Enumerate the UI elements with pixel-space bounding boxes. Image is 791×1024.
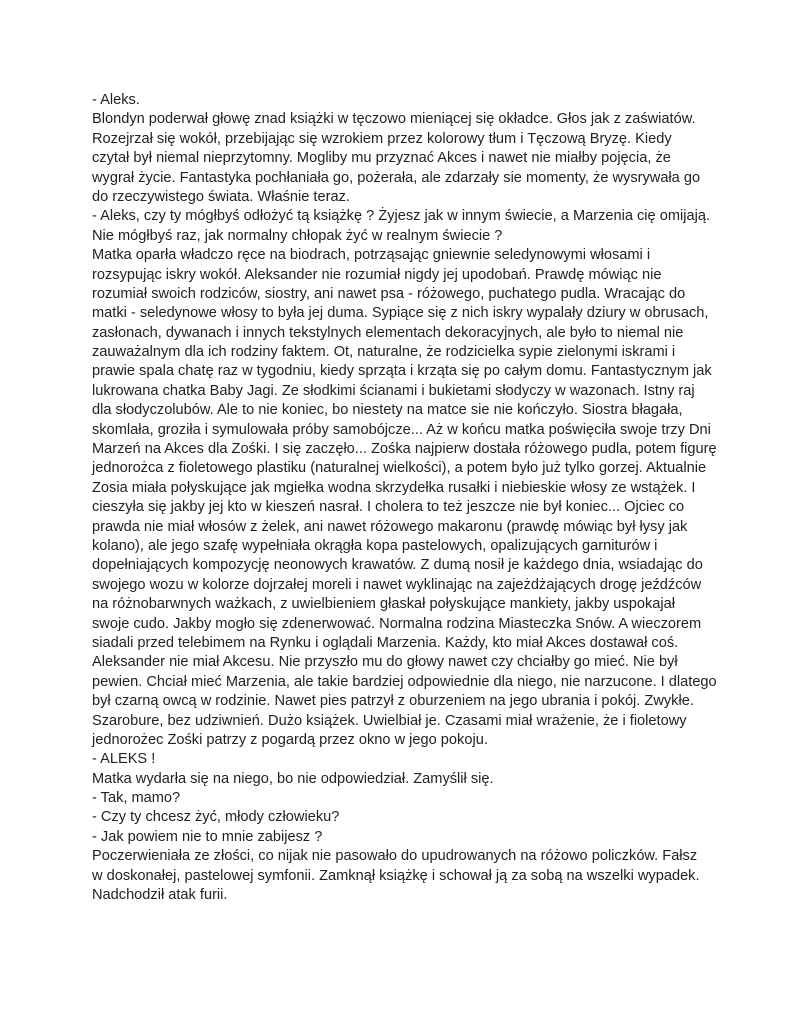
text-line: rozumiał swoich rodziców, siostry, ani nawet psa - różowego, puchatego pudla. Wracając do [92, 285, 686, 302]
text-line: jednorożec Zośki patrzy z pogardą przez okno w jego pokoju. [92, 731, 488, 748]
text-line: był czarną owcą w rodzinie. Nawet pies patrzył z oburzeniem na jego ubrania i pokój. Zwykłe. [92, 693, 694, 710]
text-line: cieszyła się jakby jej kto w kieszeń nasrał. I cholera to też jeszcze nie był koniec... Ojciec co [92, 499, 685, 516]
text-line: Poczerwieniała ze złości, co nijak nie pasowało do upudrowanych na różowo policzków. Fałsz [92, 848, 698, 865]
text-line: na różnobarwnych ważkach, z uwielbieniem głaskał połyskujące mankiety, jakby uspokajał [92, 596, 675, 613]
text-line: Nie mógłbyś raz, jak normalny chłopak żyć w realnym świecie ? [92, 227, 503, 244]
text-line: skomlała, groziła i symulowała próby samobójcze... Aż w końcu matka poświęciła swoje trzy Dni [92, 421, 711, 438]
text-line: wygrał życie. Fantastyka pochłaniała go, pożerała, ale zdarzały sie momenty, że wysrywała go [92, 169, 701, 186]
text-line: swojego wozu w kolorze dojrzałej moreli i nawet wyklinając na zajeżdżających drogę jeźdźców [92, 576, 702, 593]
text-line: Blondyn poderwał głowę znad książki w tęczowo mieniącej się okładce. Głos jak z zaświatów. [92, 111, 696, 128]
text-line: swoje cudo. Jakby mogło się zdenerwować. Normalna rodzina Miasteczka Snów. A wieczorem [92, 615, 702, 632]
text-line: dla słodyczolubów. Ale to nie koniec, bo niestety na matce sie nie kończyło. Siostra błagała, [92, 402, 683, 419]
text-line: prawie spala chatę raz w tygodniu, kiedy sprząta i krząta się po całym domu. Fantastycznym jak [92, 363, 712, 380]
text-line: - ALEKS ! [92, 751, 156, 768]
text-line: Nadchodził atak furii. [92, 887, 228, 904]
text-line: - Aleks. [92, 92, 140, 108]
text-line: czytał był niemal nieprzytomny. Mogliby mu przyznać Akces i nawet nie miałby pojęcia, że [92, 150, 671, 167]
text-line: Marzeń na Akces dla Zośki. I się zaczęło... Zośka najpierw dostała różowego pudla, potem figurę [92, 441, 717, 458]
text-line: lukrowana chatka Baby Jagi. Ze słodkimi ścianami i bukietami słodyczy w wazonach. Istny raj [92, 382, 695, 399]
text-line: dopełniających kompozycję neonowych krawatów. Z dumą nosił je każdego dnia, wsiadając do [92, 557, 703, 574]
text-line: Szarobure, bez udziwnień. Dużo książek. Uwielbiał je. Czasami miał wrażenie, że i fioletowy [92, 712, 687, 729]
text-line: Matka oparła władczo ręce na biodrach, potrząsając gniewnie seledynowymi włosami i [92, 247, 651, 264]
text-line: zasłonach, dywanach i innych tekstylnych elementach dekoracyjnych, ale było to niemal nie [92, 324, 684, 341]
text-line: siadali przed telebimem na Rynku i oglądali Marzenia. Każdy, kto miał Akces dostawał coś. [92, 634, 679, 651]
text-line: rozsypując iskry wokół. Aleksander nie rozumiał nigdy jej upodobań. Prawdę mówiąc nie [92, 266, 662, 283]
text-line: - Czy ty chcesz żyć, młody człowieku? [92, 809, 340, 826]
text-line: Matka wydarła się na niego, bo nie odpowiedział. Zamyślił się. [92, 770, 494, 787]
text-line: Rozejrzał się wokół, przebijając się wzrokiem przez kolorowy tłum i Tęczową Bryzę. Kiedy [92, 130, 672, 147]
text-line: zauważalnym dla ich rodziny faktem. Ot, naturalne, że rodzicielka sypie zielonymi iskrami i [92, 344, 676, 361]
text-line: kolano), ale jego szafę wypełniała okrągła kopa pastelowych, opalizujących garniturów i [92, 537, 658, 554]
text-line: Aleksander nie miał Akcesu. Nie przyszło mu do głowy nawet czy chciałby go mieć. Nie był [92, 654, 678, 671]
text-line: - Tak, mamo? [92, 790, 181, 807]
text-line: matki - seledynowe włosy to była jej duma. Sypiące się z nich iskry wypalały dziury w obrusach, [92, 305, 709, 322]
text-line: w doskonałej, pastelowej symfonii. Zamknął książkę i schował ją za sobą na wszelki wypadek. [92, 867, 700, 884]
text-line: pewien. Chciał mieć Marzenia, ale takie bardziej odpowiednie dla niego, nie narzucone. I dlatego [92, 673, 717, 690]
text-line: jednorożca z fioletowego plastiku (naturalnej wielkości), a potem było już tylko gorzej. Aktualnie [92, 460, 707, 477]
story-text [92, 91, 732, 905]
text-line: - Jak powiem nie to mnie zabijesz ? [92, 828, 323, 845]
text-line: prawda nie miał włosów z żelek, ani nawet różowego makaronu (prawdę mówiąc był łysy jak [92, 518, 688, 535]
text-line: Zosia miała połyskujące jak mgiełka wodna skrzydełka rusałki i niebieskie włosy ze wstążek. I [92, 479, 696, 496]
text-line: - Aleks, czy ty mógłbyś odłożyć tą książkę ? Żyjesz jak w innym świecie, a Marzenia cię omijają. [92, 208, 711, 225]
text-line: do rzeczywistego świata. Właśnie teraz. [92, 188, 350, 205]
